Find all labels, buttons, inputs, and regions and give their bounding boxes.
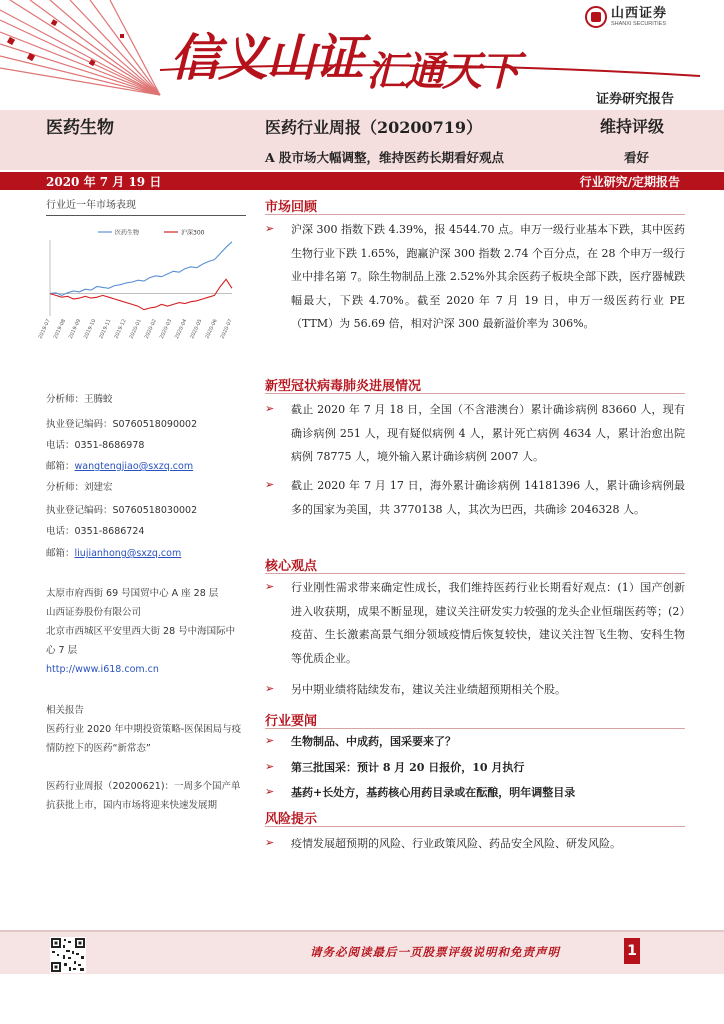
performance-title: 行业近一年市场表现 — [46, 200, 136, 211]
analyst-2-email: 邮箱：liujianhong@sxzq.com — [46, 548, 182, 559]
analyst-2-cert: 执业登记编码：S0760518030002 — [46, 505, 198, 516]
bullet-text: 另中期业绩将陆续发布，建议关注业绩超预期相关个股。 — [291, 683, 566, 696]
address-line: 北京市西城区平安里西大街 28 号中海国际中心 7 层 — [46, 626, 236, 656]
arrow-bullet-icon: ➢ — [265, 580, 275, 593]
x-tick-label: 2019-08 — [52, 318, 67, 340]
list-item — [265, 576, 685, 670]
divider — [265, 393, 685, 394]
email-link[interactable]: liujianhong@sxzq.com — [74, 548, 182, 559]
address-line: 山西证券股份有限公司 — [46, 607, 142, 618]
slogan-main: 信义山证 — [170, 29, 362, 87]
analyst-2-phone: 电话：0351-8686724 — [46, 526, 145, 537]
x-tick-label: 2019-11 — [98, 318, 113, 340]
bullet-text: 沪深 300 指数下跌 4.39%，报 4544.70 点。申万一级行业基本下跌，其中医药生物行业下跌 1.65%，跑赢沪深 300 指数 2.74 个百分点，在 28 个申万一级行业中排名第 7。除生物制品上涨 2.52%外其余医药子板块全部下跌，医疗器械跌幅最大，下跌 4.70%。截至 2020 年 7 月 19 日，申万一级医药行业 PE（TTM）为 56.69 倍，相对沪深 300 最新溢价率为 306%。 — [291, 223, 685, 330]
x-tick-label: 2020-05 — [189, 318, 204, 340]
list-item — [265, 474, 685, 521]
slogan-sub: 汇通天下 — [366, 49, 518, 95]
related-report[interactable]: 医药行业 2020 年中期投资策略-医保困局与疫情防控下的医药“新常态” — [46, 724, 242, 754]
series-line — [50, 242, 232, 296]
x-tick-label: 2020-07 — [219, 318, 234, 340]
arrow-bullet-icon: ➢ — [265, 760, 275, 773]
website-link[interactable]: http://www.i618.com.cn — [46, 664, 159, 675]
bullet-text: 第三批国采：预计 8 月 20 日报价，10 月执行 — [291, 761, 525, 774]
analyst-1-email: 邮箱：wangtengjiao@sxzq.com — [46, 461, 194, 472]
legend-label: 医药生物 — [115, 229, 140, 237]
related-reports-title: 相关报告 — [46, 705, 85, 716]
divider — [265, 728, 685, 729]
x-tick-label: 2019-09 — [67, 318, 83, 340]
performance-chart — [37, 226, 246, 366]
bullet-text: 基药+长处方，基药核心用药目录或在酝酿，明年调整目录 — [291, 786, 576, 799]
x-tick-label: 2019-07 — [37, 318, 52, 340]
section-heading-covid: 新型冠状病毒肺炎进展情况 — [265, 379, 422, 394]
address-line: 太原市府西街 69 号国贸中心 A 座 28 层 — [46, 588, 219, 599]
bullet-text: 截止 2020 年 7 月 18 日，全国（不含港澳台）累计确诊病例 83660 人，现有确诊病例 251 人，现有疑似病例 4 人，累计死亡病例 4634 人，累计治愈出院病例 78775 人，境外输入累计确诊病例 2007 人。 — [291, 403, 685, 463]
analyst-1-phone: 电话：0351-8686978 — [46, 440, 145, 451]
section-heading-risk: 风险提示 — [265, 812, 318, 827]
list-item — [265, 832, 685, 856]
header-banner — [0, 0, 724, 108]
list-item — [265, 218, 685, 336]
news-item[interactable] — [265, 730, 685, 754]
section-heading-market: 市场回顾 — [265, 200, 318, 215]
arrow-bullet-icon: ➢ — [265, 836, 275, 849]
report-category: 行业研究/定期报告 — [579, 175, 680, 189]
bullet-text: 行业刚性需求带来确定性成长，我们维持医药行业长期看好观点：(1）国产创新进入收获期，成果不断显现，建议关注研发实力较强的龙头企业恒瑞医药等；(2）疫苗、生长激素高景气细分领域疫情后恢复较快，建议关注智飞生物、安科生物等优质企业。 — [291, 581, 685, 665]
arrow-bullet-icon: ➢ — [265, 478, 275, 491]
section-heading-views: 核心观点 — [265, 559, 318, 574]
legend-label: 沪深300 — [181, 229, 205, 237]
arrow-bullet-icon: ➢ — [265, 402, 275, 415]
subtitle: A 股市场大幅调整，维持医药长期看好观点 — [265, 150, 505, 165]
series-line — [50, 279, 232, 309]
disclaimer: 请务必阅读最后一页股票评级说明和免责声明 — [310, 945, 560, 959]
arrow-bullet-icon: ➢ — [265, 785, 275, 798]
report-type: 证券研究报告 — [595, 92, 674, 107]
related-report[interactable]: 医药行业周报（20200621)：一周多个国产单抗获批上市，国内市场将迎来快速发展期 — [46, 781, 241, 811]
divider — [265, 826, 685, 827]
x-tick-label: 2020-06 — [204, 318, 219, 340]
x-tick-label: 2019-12 — [113, 318, 128, 340]
logo-en: SHANXI SECURITIES — [611, 20, 667, 27]
list-item — [265, 678, 685, 702]
bullet-text: 生物制品、中成药，国采要来了？ — [291, 735, 456, 748]
section-heading-news: 行业要闻 — [265, 714, 318, 729]
bullet-text: 截止 2020 年 7 月 17 日，海外累计确诊病例 14181396 人，累计确诊病例最多的国家为美国，共 3770138 人，其次为巴西，共确诊 2046328 人。 — [291, 479, 685, 516]
slogan — [170, 18, 518, 95]
qr-code-icon — [50, 937, 86, 973]
divider — [265, 573, 685, 574]
x-tick-label: 2020-02 — [143, 318, 158, 340]
x-tick-label: 2020-04 — [174, 318, 189, 340]
sector-name: 医药生物 — [46, 118, 114, 138]
x-tick-label: 2020-01 — [128, 318, 143, 340]
shanxi-logo-icon — [585, 6, 607, 28]
x-tick-label: 2020-03 — [158, 318, 174, 340]
analyst-2-name: 分析师：刘建宏 — [46, 482, 113, 493]
divider — [46, 215, 246, 216]
bullet-text: 疫情发展超预期的风险、行业政策风险、药品安全风险、研发风险。 — [291, 837, 621, 850]
arrow-bullet-icon: ➢ — [265, 682, 275, 695]
page-number: 1 — [624, 938, 640, 964]
divider — [265, 214, 685, 215]
rating-value: 看好 — [624, 150, 650, 165]
page-title: 医药行业周报（20200719） — [265, 118, 483, 137]
analyst-1-cert: 执业登记编码：S0760518090002 — [46, 419, 198, 430]
report-date: 2020 年 7 月 19 日 — [46, 175, 162, 189]
sidebar — [37, 196, 246, 340]
address-block — [46, 584, 242, 679]
logo-cn: 山西证券 — [611, 5, 668, 21]
arrow-bullet-icon: ➢ — [265, 222, 275, 235]
arrow-bullet-icon: ➢ — [265, 734, 275, 747]
news-item[interactable] — [265, 756, 685, 780]
news-item[interactable] — [265, 781, 685, 805]
rating-label: 维持评级 — [600, 117, 665, 136]
list-item — [265, 398, 685, 469]
analyst-1-name: 分析师：王腾蛟 — [46, 394, 113, 405]
email-link[interactable]: wangtengjiao@sxzq.com — [74, 461, 194, 472]
company-logo — [585, 6, 667, 28]
x-tick-label: 2019-10 — [83, 318, 98, 340]
